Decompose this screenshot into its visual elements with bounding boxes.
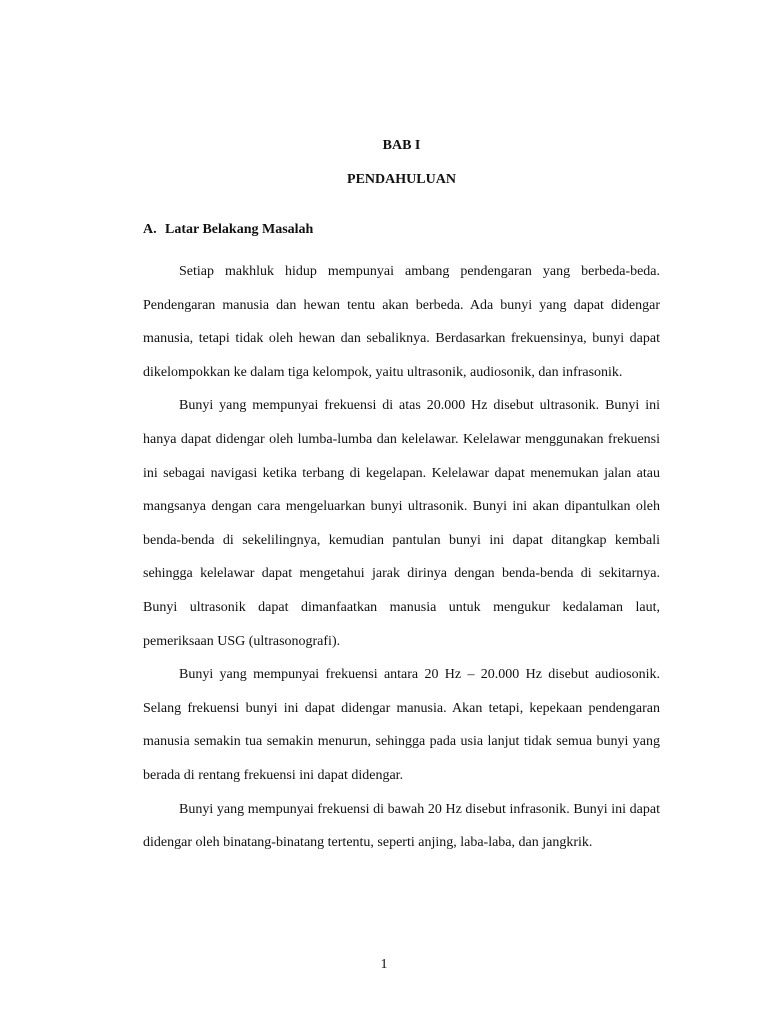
section-title: Latar Belakang Masalah xyxy=(165,222,314,237)
chapter-label: BAB I xyxy=(382,138,421,153)
section-marker: A. xyxy=(143,222,157,237)
section-heading xyxy=(143,222,313,238)
paragraph: Bunyi yang mempunyai frekuensi di atas 20.000 Hz disebut ultrasonik. Bunyi ini hanya dapat didengar oleh lumba-lumba dan kelelawar. Kelelawar menggunakan frekuensi ini sebagai navigasi ketika terbang di kegelapan. Kelelawar dapat menemukan jalan atau mangsanya dengan cara mengeluarkan bunyi ultrasonik. Bunyi ini akan dipantulkan oleh benda-benda di sekelilingnya, kemudian pantulan bunyi ini dapat ditangkap kembali sehingga kelelawar dapat mengetahui jarak dirinya dengan benda-benda di sekitarnya. Bunyi ultrasonik dapat dimanfaatkan manusia untuk mengukur kedalaman laut, pemeriksaan USG (ultrasonografi). xyxy=(143,398,660,649)
paragraph: Bunyi yang mempunyai frekuensi di bawah 20 Hz disebut infrasonik. Bunyi ini dapat didengar oleh binatang-binatang tertentu, seperti anjing, laba-laba, dan jangkrik. xyxy=(143,801,660,851)
paragraph: Setiap makhluk hidup mempunyai ambang pendengaran yang berbeda-beda. Pendengaran manusia dan hewan tentu akan berbeda. Ada bunyi yang dapat didengar manusia, tetapi tidak oleh hewan dan sebaliknya. Berdasarkan frekuensinya, bunyi dapat dikelompokkan ke dalam tiga kelompok, yaitu ultrasonik, audiosonik, dan infrasonik. xyxy=(143,264,660,380)
paragraph: Bunyi yang mempunyai frekuensi antara 20 Hz – 20.000 Hz disebut audiosonik. Selang frekuensi bunyi ini dapat didengar manusia. Akan tetapi, kepekaan pendengaran manusia semakin tua semakin menurun, sehingga pada usia lanjut tidak semua bunyi yang berada di rentang frekuensi ini dapat didengar. xyxy=(143,667,660,783)
page-number: 1 xyxy=(380,957,388,972)
body-text xyxy=(143,255,660,860)
chapter-title: PENDAHULUAN xyxy=(347,172,456,187)
